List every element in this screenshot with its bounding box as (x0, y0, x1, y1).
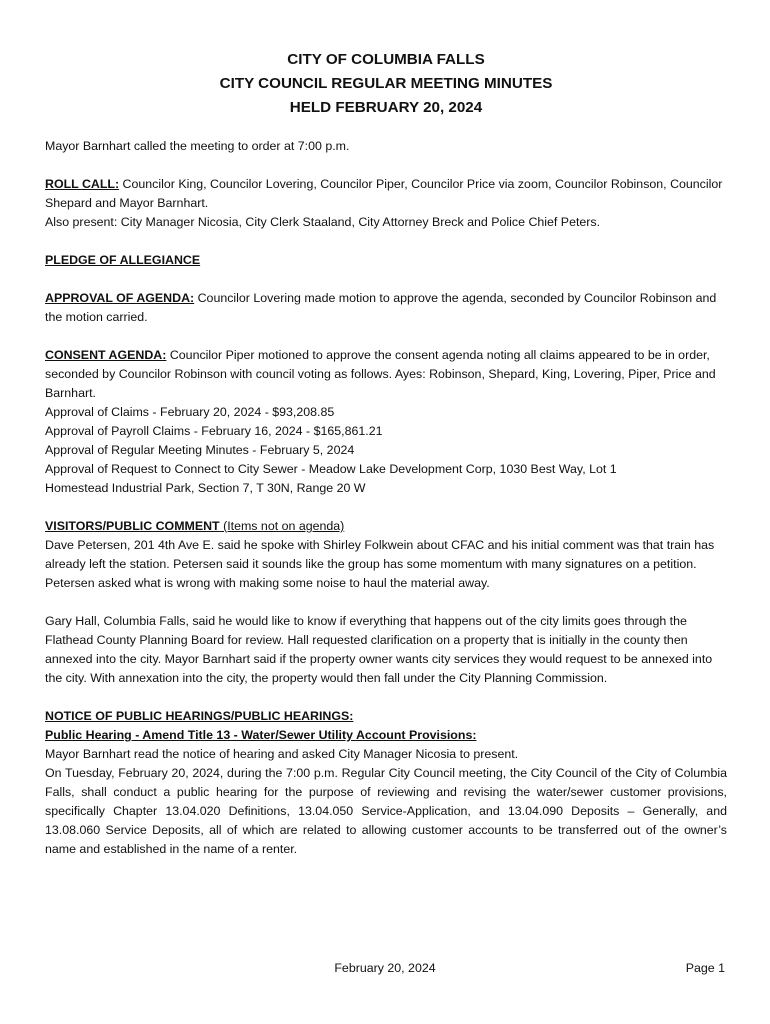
hearing-title: Public Hearing - Amend Title 13 - Water/Sewer Utility Account Provisions: (45, 728, 477, 742)
consent-item: Approval of Payroll Claims - February 16, 2024 - $165,861.21 (45, 424, 383, 438)
consent-agenda-label: CONSENT AGENDA: (45, 348, 167, 362)
pledge-label: PLEDGE OF ALLEGIANCE (45, 253, 201, 267)
consent-item: Homestead Industrial Park, Section 7, T 30N, Range 20 W (45, 481, 366, 495)
document-title (45, 48, 727, 120)
also-present: Also present: City Manager Nicosia, City Clerk Staaland, City Attorney Breck and Police Chief Peters. (45, 215, 601, 229)
hearing-notice: On Tuesday, February 20, 2024, during the 7:00 p.m. Regular City Council meeting, the City Council of the City of Columbia Falls, shall conduct a public hearing for the purpose of reviewing and revising the water/sewer customer provisions, specifically Chapter 13.04.020 Definitions, 13.04.050 Service-Application, and 13.04.090 Deposits – Generally, and 13.08.060 Service Deposits, all of which are related to allowing customer accounts to be transferred out of the owner’s name and established in the name of a renter. (45, 766, 727, 856)
visitors-section (45, 517, 727, 593)
hearing-intro: Mayor Barnhart read the notice of hearing and asked City Manager Nicosia to present. (45, 747, 519, 761)
agenda-approval-section (45, 289, 727, 327)
visitor-comment-hall: Gary Hall, Columbia Falls, said he would like to know if everything that happens out of the city limits goes through the Flathead County Planning Board for review. Hall requested clarification on a property that is initially in the county then annexed into the city. Mayor Barnhart said if the property owner wants city services they would request to be annexed into the city. With annexation into the city, the property would then fall under the City Planning Commission. (45, 614, 713, 685)
roll-call-section (45, 175, 727, 232)
consent-agenda-section (45, 346, 727, 498)
consent-agenda-text: Councilor Piper motioned to approve the consent agenda noting all claims appeared to be in order, seconded by Councilor Robinson with council voting as follows. Ayes: Robinson, Shepard, King, Lovering, Piper, Price and Barnhart. (45, 348, 716, 400)
pledge-section (45, 251, 727, 270)
roll-call-label: ROLL CALL: (45, 177, 120, 191)
agenda-approval-label: APPROVAL OF AGENDA: (45, 291, 195, 305)
hearings-section (45, 707, 727, 859)
title-city: CITY OF COLUMBIA FALLS (287, 51, 485, 68)
title-meeting-type: CITY COUNCIL REGULAR MEETING MINUTES (219, 75, 553, 92)
consent-item: Approval of Request to Connect to City Sewer - Meadow Lake Development Corp, 1030 Best Way, Lot 1 (45, 462, 617, 476)
hearings-label: NOTICE OF PUBLIC HEARINGS/PUBLIC HEARINGS: (45, 709, 354, 723)
visitors-label: VISITORS/PUBLIC COMMENT (45, 519, 220, 533)
title-date: HELD FEBRUARY 20, 2024 (289, 99, 483, 116)
visitor-comment-petersen: Dave Petersen, 201 4th Ave E. said he spoke with Shirley Folkwein about CFAC and his initial comment was that train has already left the station. Petersen said it sounds like the group has some momentum with many signatures on a petition. Petersen asked what is wrong with making some noise to haul the material away. (45, 538, 715, 590)
consent-item: Approval of Claims - February 20, 2024 - $93,208.85 (45, 405, 335, 419)
visitors-sublabel: (Items not on agenda) (219, 519, 345, 533)
consent-item: Approval of Regular Meeting Minutes - February 5, 2024 (45, 443, 355, 457)
roll-call-text: Councilor King, Councilor Lovering, Councilor Piper, Councilor Price via zoom, Councilor Robinson, Councilor Shepard and Mayor Barnhart. (45, 177, 723, 210)
agenda-approval-text: Councilor Lovering made motion to approve the agenda, seconded by Councilor Robinson and the motion carried. (45, 291, 717, 324)
footer-date: February 20, 2024 (334, 961, 436, 975)
page-number: Page 1 (685, 961, 725, 975)
call-to-order: Mayor Barnhart called the meeting to order at 7:00 p.m. (45, 139, 350, 153)
document-page (45, 48, 727, 878)
